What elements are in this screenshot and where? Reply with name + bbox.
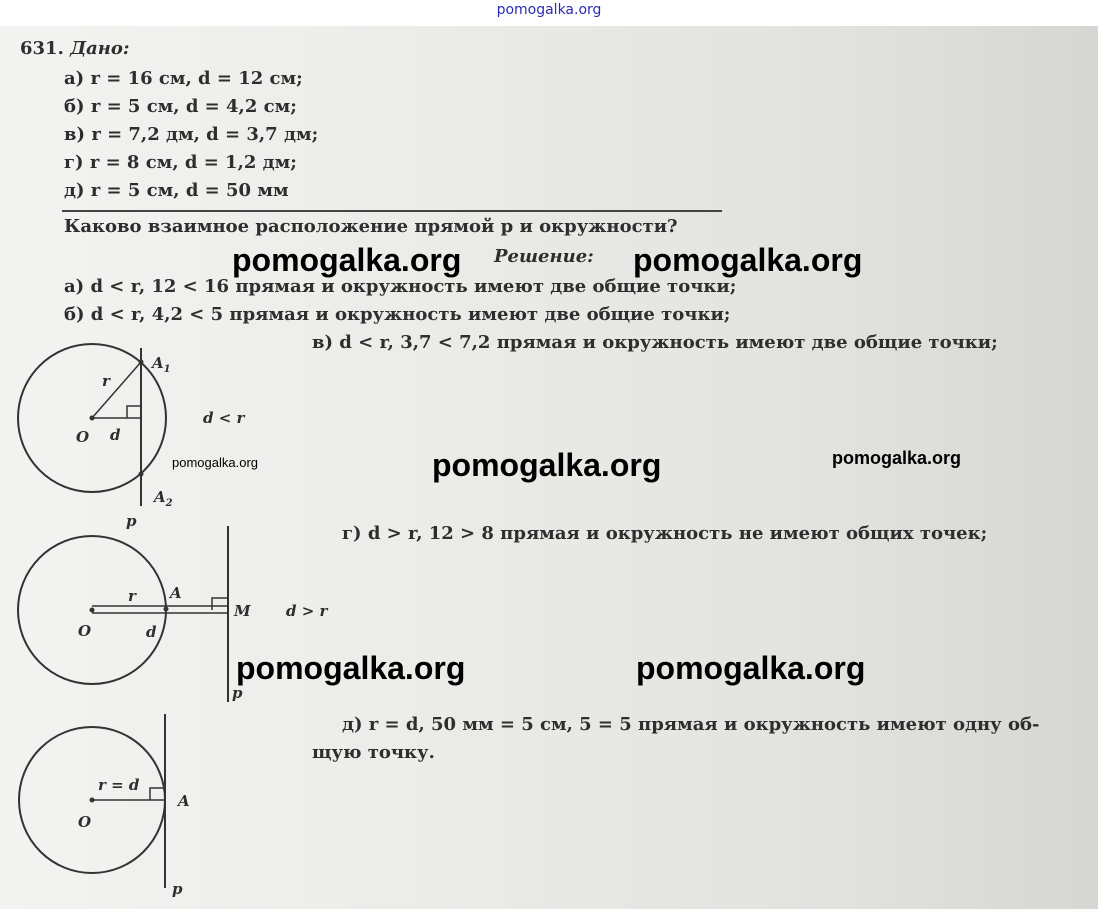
- case-text: r = 5 см, d = 50 мм: [90, 180, 289, 201]
- problem-header: [20, 38, 130, 59]
- given-case-d: [64, 180, 289, 201]
- solution-heading: [494, 246, 594, 267]
- solution-line-d1: д) r = d, 50 мм = 5 см, 5 = 5 прямая и окружность имеют одну об-: [342, 714, 1040, 735]
- solution-heading-text: Решение:: [494, 246, 594, 267]
- label-p: p: [232, 684, 243, 702]
- solution-line-a: а) d < r, 12 < 16 прямая и окружность имеют две общие точки;: [64, 276, 737, 297]
- given-case-b: [64, 96, 297, 117]
- watermark: pomogalka.org: [832, 448, 962, 468]
- label-p: p: [126, 512, 137, 530]
- figure-3-tangent: [0, 702, 240, 902]
- divider: [62, 210, 722, 212]
- label-o: O: [78, 813, 92, 831]
- label-o: O: [76, 428, 90, 446]
- right-angle-mark: [212, 598, 228, 610]
- solution-line-b: б) d < r, 4,2 < 5 прямая и окружность имеют две общие точки;: [64, 304, 731, 325]
- question: Каково взаимное расположение прямой p и окружности?: [64, 216, 678, 237]
- case-label: в): [64, 124, 86, 145]
- case-label: а): [64, 68, 85, 89]
- label-r: r: [102, 372, 110, 390]
- case-label: д): [64, 180, 85, 201]
- label-d: d: [146, 623, 157, 641]
- point-a1: [139, 360, 144, 365]
- watermark: pomogalka.org: [636, 650, 866, 686]
- case-text: r = 5 см, d = 4,2 см;: [90, 96, 297, 117]
- label-p: p: [172, 880, 183, 898]
- label-m: M: [234, 602, 251, 620]
- label-d: d: [110, 426, 121, 444]
- label-r: r: [128, 587, 136, 605]
- watermark: pomogalka.org: [172, 455, 258, 470]
- watermark: pomogalka.org: [432, 447, 662, 483]
- label-r-equals-d: r = d: [98, 776, 140, 794]
- case-label: г): [64, 152, 84, 173]
- point-a: [164, 607, 169, 612]
- solution-line-d2: щую точку.: [312, 742, 435, 763]
- right-angle-mark: [150, 788, 165, 800]
- label-a: A: [178, 792, 190, 810]
- watermark: pomogalka.org: [232, 242, 462, 278]
- label-a2: $A_2$: [154, 488, 173, 509]
- given-label: Дано:: [70, 38, 130, 59]
- case-text: r = 8 см, d = 1,2 дм;: [89, 152, 297, 173]
- label-a: A: [170, 584, 182, 602]
- site-header[interactable]: pomogalka.org: [496, 2, 602, 18]
- solution-line-v: в) d < r, 3,7 < 7,2 прямая и окружность имеют две общие точки;: [312, 332, 998, 353]
- watermark: pomogalka.org: [236, 650, 466, 686]
- center-point: [90, 798, 95, 803]
- figure-1-secant: [0, 336, 300, 536]
- radius: [92, 362, 141, 418]
- point-a2: [139, 472, 144, 477]
- label-a1: $A_1$: [152, 354, 171, 375]
- solution-line-g: г) d > r, 12 > 8 прямая и окружность не имеют общих точек;: [342, 523, 988, 544]
- relation-label: d < r: [203, 409, 245, 427]
- right-angle-mark: [127, 406, 141, 418]
- given-case-g: [64, 152, 297, 173]
- label-o: O: [78, 622, 92, 640]
- given-case-a: [64, 68, 303, 89]
- watermark: pomogalka.org: [633, 242, 863, 278]
- case-label: б): [64, 96, 85, 117]
- case-text: r = 7,2 дм, d = 3,7 дм;: [91, 124, 319, 145]
- relation-label: d > r: [286, 602, 328, 620]
- center-point: [90, 608, 95, 613]
- given-case-v: [64, 124, 318, 145]
- case-text: r = 16 см, d = 12 см;: [90, 68, 303, 89]
- problem-number: 631.: [20, 38, 64, 59]
- center-point: [90, 416, 95, 421]
